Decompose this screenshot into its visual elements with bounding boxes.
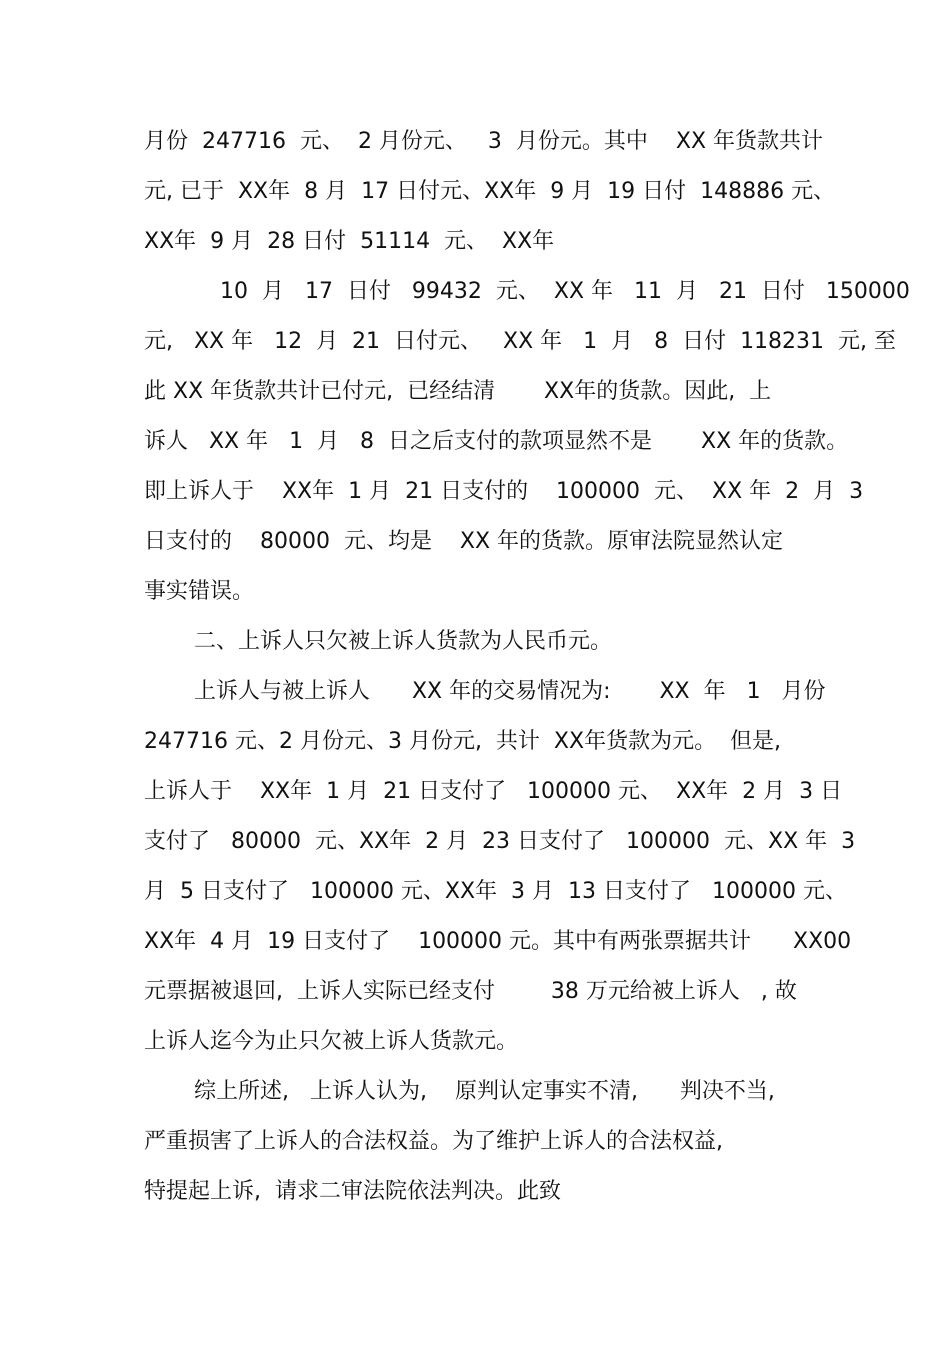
text-line-1: 月份 247716 元、 2 月份元、 3 月份元。其中 XX 年货款共计	[144, 129, 824, 154]
text-line-21: 严重损害了上诉人的合法权益。为了维护上诉人的合法权益,	[144, 1129, 723, 1154]
text-line-10: 事实错误。	[144, 579, 255, 604]
text-line-19: 上诉人迄今为止只欠被上诉人货款元。	[144, 1029, 519, 1054]
text-line-18: 元票据被退回, 上诉人实际已经支付 38 万元给被上诉人 , 故	[144, 979, 797, 1004]
text-line-9: 日支付的 80000 元、均是 XX 年的货款。原审法院显然认定	[144, 529, 784, 554]
text-line-17: XX年 4 月 19 日支付了 100000 元。其中有两张票据共计 XX00	[144, 929, 852, 954]
text-line-6: 此 XX 年货款共计已付元, 已经结清 XX年的货款。因此, 上	[144, 379, 772, 404]
text-line-20: 综上所述, 上诉人认为, 原判认定事实不清, 判决不当,	[194, 1079, 775, 1104]
text-line-13: 247716 元、2 月份元、3 月份元, 共计 XX年货款为元。 但是,	[144, 729, 782, 754]
text-line-16: 月 5 日支付了 100000 元、XX年 3 月 13 日支付了 100000 元、	[144, 879, 847, 904]
text-line-7: 诉人 XX 年 1 月 8 日之后支付的款项显然不是 XX 年的货款。	[144, 429, 849, 454]
text-line-22: 特提起上诉, 请求二审法院依法判决。此致	[144, 1179, 561, 1204]
text-line-3: XX年 9 月 28 日付 51114 元、 XX年	[144, 229, 555, 254]
text-line-12: 上诉人与被上诉人 XX 年的交易情况为: XX 年 1 月份	[194, 679, 826, 704]
text-line-15: 支付了 80000 元、XX年 2 月 23 日支付了 100000 元、XX 年 3	[144, 829, 856, 854]
text-line-8: 即上诉人于 XX年 1 月 21 日支付的 100000 元、 XX 年 2 月 3	[144, 479, 864, 504]
text-line-2: 元, 已于 XX年 8 月 17 日付元、XX年 9 月 19 日付 148886 元、	[144, 179, 836, 204]
text-line-14: 上诉人于 XX年 1 月 21 日支付了 100000 元、 XX年 2 月 3 日	[144, 779, 843, 804]
section-heading-2: 二、上诉人只欠被上诉人货款为人民币元。	[194, 629, 613, 654]
text-line-4: 10 月 17 日付 99432 元、 XX 年 11 月 21 日付 150000	[220, 279, 910, 304]
text-line-5: 元, XX 年 12 月 21 日付元、 XX 年 1 月 8 日付 118231 元, 至	[144, 329, 897, 354]
